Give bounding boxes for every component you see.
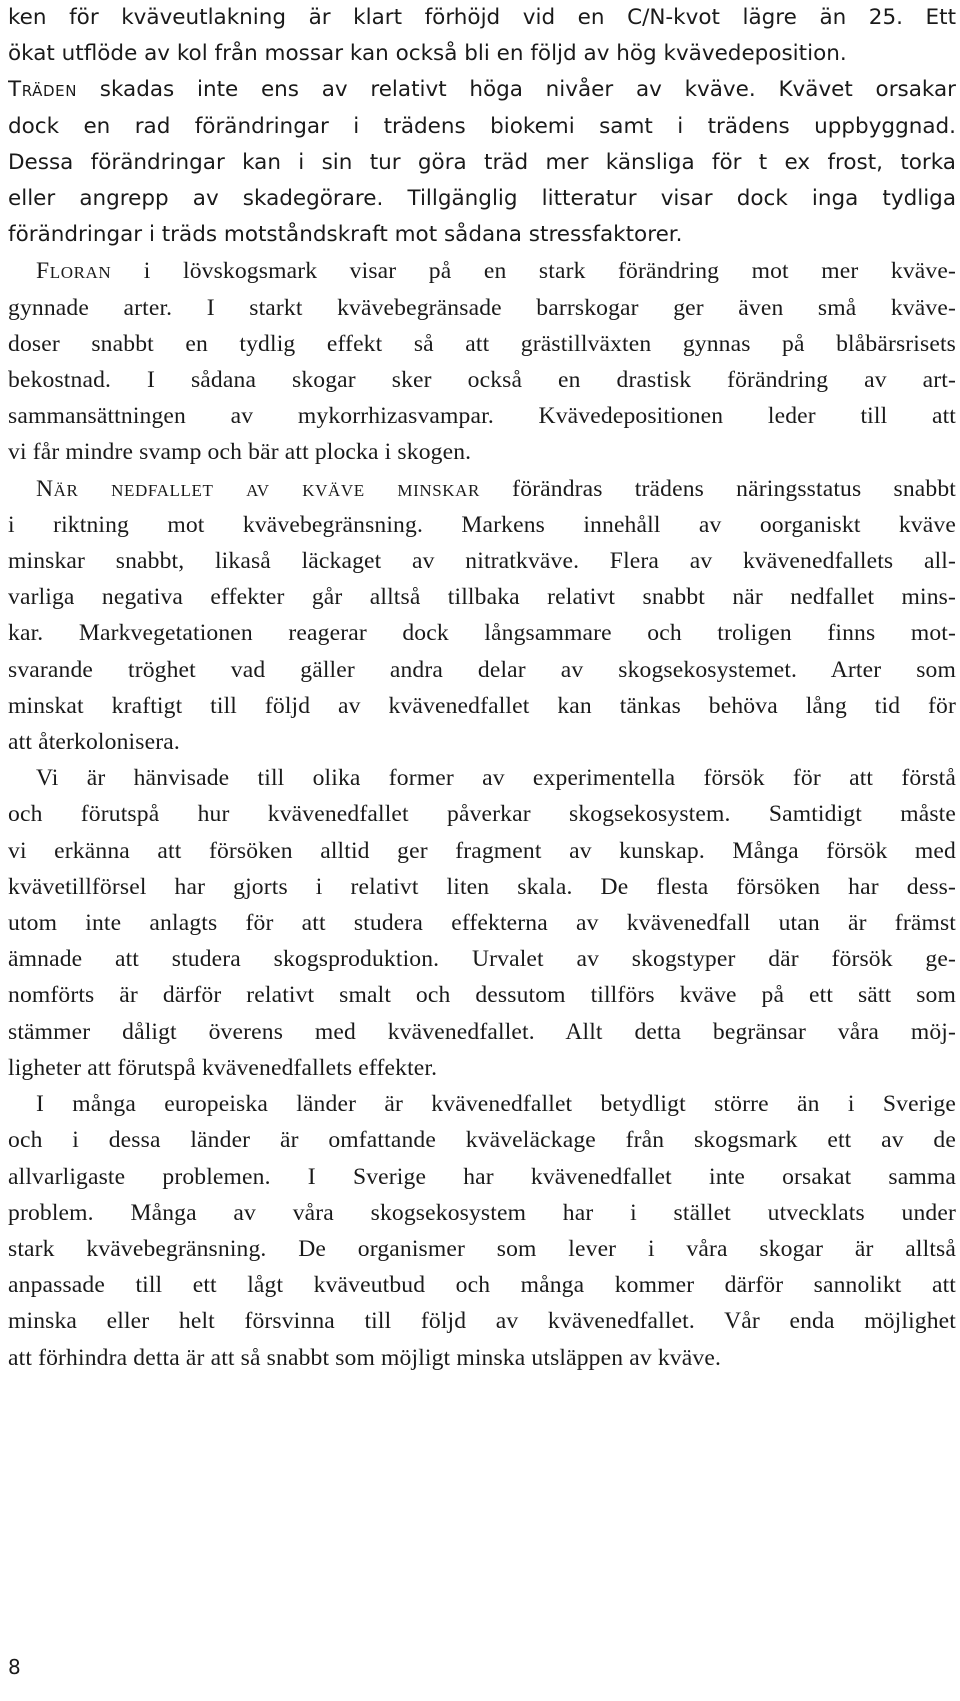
text-run: förändras trädens näringsstatus snabbt <box>480 475 956 502</box>
text-line: förändringar i träds motståndskraft mot sådana stressfaktorer. <box>8 222 683 248</box>
text-line <box>8 471 956 507</box>
text-line: sammansättningen av mykorrhizasvampar. Kvävedepositionen leder till att <box>8 403 956 430</box>
text-line: bekostnad. I sådana skogar sker också en drastisk förändring av art- <box>8 367 956 394</box>
text-line: att återkolonisera. <box>8 729 180 756</box>
paragraph-flora <box>8 253 956 470</box>
text-line: utom inte anlagts för att studera effekterna av kvävenedfall utan är främst <box>8 910 956 937</box>
text-line: gynnade arter. I starkt kvävebegränsade barrskogar ger även små kväve- <box>8 294 956 321</box>
paragraph-lead-words: När nedfallet av kväve minskar <box>36 475 480 502</box>
page-number: 8 <box>8 1655 21 1679</box>
text-line: ämnade att studera skogsproduktion. Urvalet av skogstyper där försök ge- <box>8 946 956 973</box>
paragraph-europe <box>8 1086 956 1376</box>
text-run: i lövskogsmark visar på en stark förändring mot mer kväve- <box>111 258 956 285</box>
paragraph-lead-words: Floran <box>36 258 112 285</box>
paragraph-trees <box>8 72 956 253</box>
text-line: dock en rad förändringar i trädens biokemi samt i trädens uppbyggnad. <box>8 113 956 139</box>
text-line: Dessa förändringar kan i sin tur göra träd mer känsliga för t ex frost, torka <box>8 149 956 175</box>
text-line: ökat utflöde av kol från mossar kan också bli en följd av hög kvävedeposition. <box>8 41 847 67</box>
text-line: minskar snabbt, likaså läckaget av nitratkväve. Flera av kvävenedfallets all- <box>8 548 956 575</box>
text-line: kar. Markvegetationen reagerar dock långsammare och troligen finns mot- <box>8 620 956 647</box>
text-line: I många europeiska länder är kvävenedfallet betydligt större än i Sverige <box>36 1091 956 1118</box>
text-line <box>8 253 956 289</box>
text-line: minskat kraftigt till följd av kvävenedfallet kan tänkas behöva lång tid för <box>8 692 956 719</box>
text-line: vi erkänna att försöken alltid ger fragment av kunskap. Många försök med <box>8 837 956 864</box>
text-line: stark kvävebegränsning. De organismer som lever i våra skogar är alltså <box>8 1235 956 1262</box>
text-line: allvarligaste problemen. I Sverige har kvävenedfallet inte orsakat samma <box>8 1163 956 1190</box>
text-line: eller angrepp av skadegörare. Tillgänglig litteratur visar dock inga tydliga <box>8 186 956 212</box>
document-page <box>8 0 956 1376</box>
text-run: skadas inte ens av relativt höga nivåer av kväve. Kvävet orsakar <box>77 77 956 103</box>
text-line: i riktning mot kvävebegränsning. Markens innehåll av oorganiskt kväve <box>8 511 956 538</box>
text-line: ligheter att förutspå kvävenedfallets effekter. <box>8 1054 438 1081</box>
text-line: och i dessa länder är omfattande kväveläckage från skogsmark ett av de <box>8 1127 956 1154</box>
text-line: och förutspå hur kvävenedfallet påverkar skogsekosystem. Samtidigt måste <box>8 801 956 828</box>
text-line: doser snabbt en tydlig effekt så att grästillväxten gynnas på blåbärsrisets <box>8 330 956 357</box>
text-line: nomförts är därför relativt smalt och dessutom tillförs kväve på ett sätt som <box>8 982 956 1009</box>
paragraph-nitrogen-leaching <box>8 0 956 72</box>
paragraph-experiments <box>8 760 956 1086</box>
paragraph-lead-words: Träden <box>8 77 78 103</box>
text-line: minska eller helt försvinna till följd av kvävenedfallet. Vår enda möjlighet <box>8 1308 956 1335</box>
text-line: varliga negativa effekter går alltså tillbaka relativt snabbt när nedfallet mins- <box>8 584 956 611</box>
text-line: ken för kväveutlakning är klart förhöjd vid en C/N-kvot lägre än 25. Ett <box>8 5 956 30</box>
text-line: anpassade till ett lågt kväveutbud och många kommer därför sannolikt att <box>8 1272 956 1299</box>
text-line: svarande tröghet vad gäller andra delar av skogsekosystemet. Arter som <box>8 656 956 683</box>
text-line: vi får mindre svamp och bär att plocka i skogen. <box>8 439 472 466</box>
text-line <box>8 72 956 108</box>
text-line: Vi är hänvisade till olika former av experimentella försök för att förstå <box>36 765 956 792</box>
text-line: stämmer dåligt överens med kvävenedfallet. Allt detta begränsar våra möj- <box>8 1018 956 1045</box>
text-line: problem. Många av våra skogsekosystem har i stället utvecklats under <box>8 1199 956 1226</box>
text-line: att förhindra detta är att så snabbt som möjligt minska utsläppen av kväve. <box>8 1344 721 1371</box>
text-line: kvävetillförsel har gjorts i relativt liten skala. De flesta försöken har dess- <box>8 873 956 900</box>
paragraph-reduced-deposition <box>8 471 956 761</box>
